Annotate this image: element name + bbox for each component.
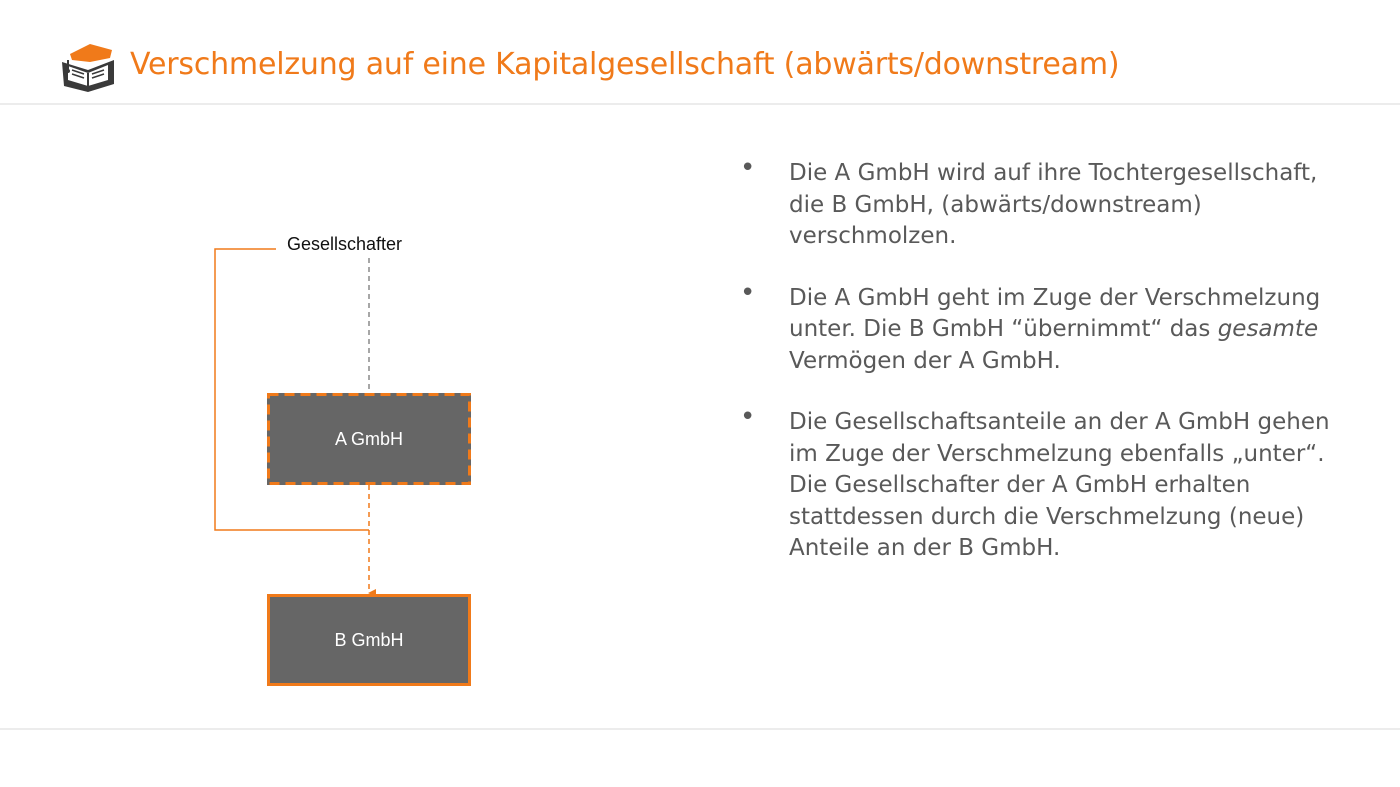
company-a-label: A GmbH [334,428,404,449]
shareholder-to-b-line [215,249,369,530]
header [0,0,1400,104]
merger-diagram [0,110,700,720]
bullet-item: • Die Gesellschaftsanteile an der A GmbH gehen im Zuge der Verschmelzung ebenfalls „unter“. Die Gesellschafter der A GmbH erhalten stattdessen durch die Verschmelzung (neue) Anteile an der B GmbH. [740,407,1340,565]
shareholder-label: Gesellschafter [287,234,403,254]
bullet-item: • Die A GmbH geht im Zuge der Verschmelzung unter. Die B GmbH “übernimmt“ das gesamte Vermögen der A GmbH. [740,283,1340,378]
bullet-list [740,158,1340,595]
page-title: Verschmelzung auf eine Kapitalgesellschaft (abwärts/downstream) [130,47,1120,82]
company-a-dashed-border [267,393,471,485]
bottom-divider [0,728,1400,730]
top-divider [0,103,1400,105]
company-b-label: B GmbH [334,629,404,650]
graduation-cap-book-icon [60,40,118,94]
bullet-item: • Die A GmbH wird auf ihre Tochtergesellschaft, die B GmbH, (abwärts/downstream) verschmolzen. [740,158,1340,253]
company-b-box [267,594,471,686]
